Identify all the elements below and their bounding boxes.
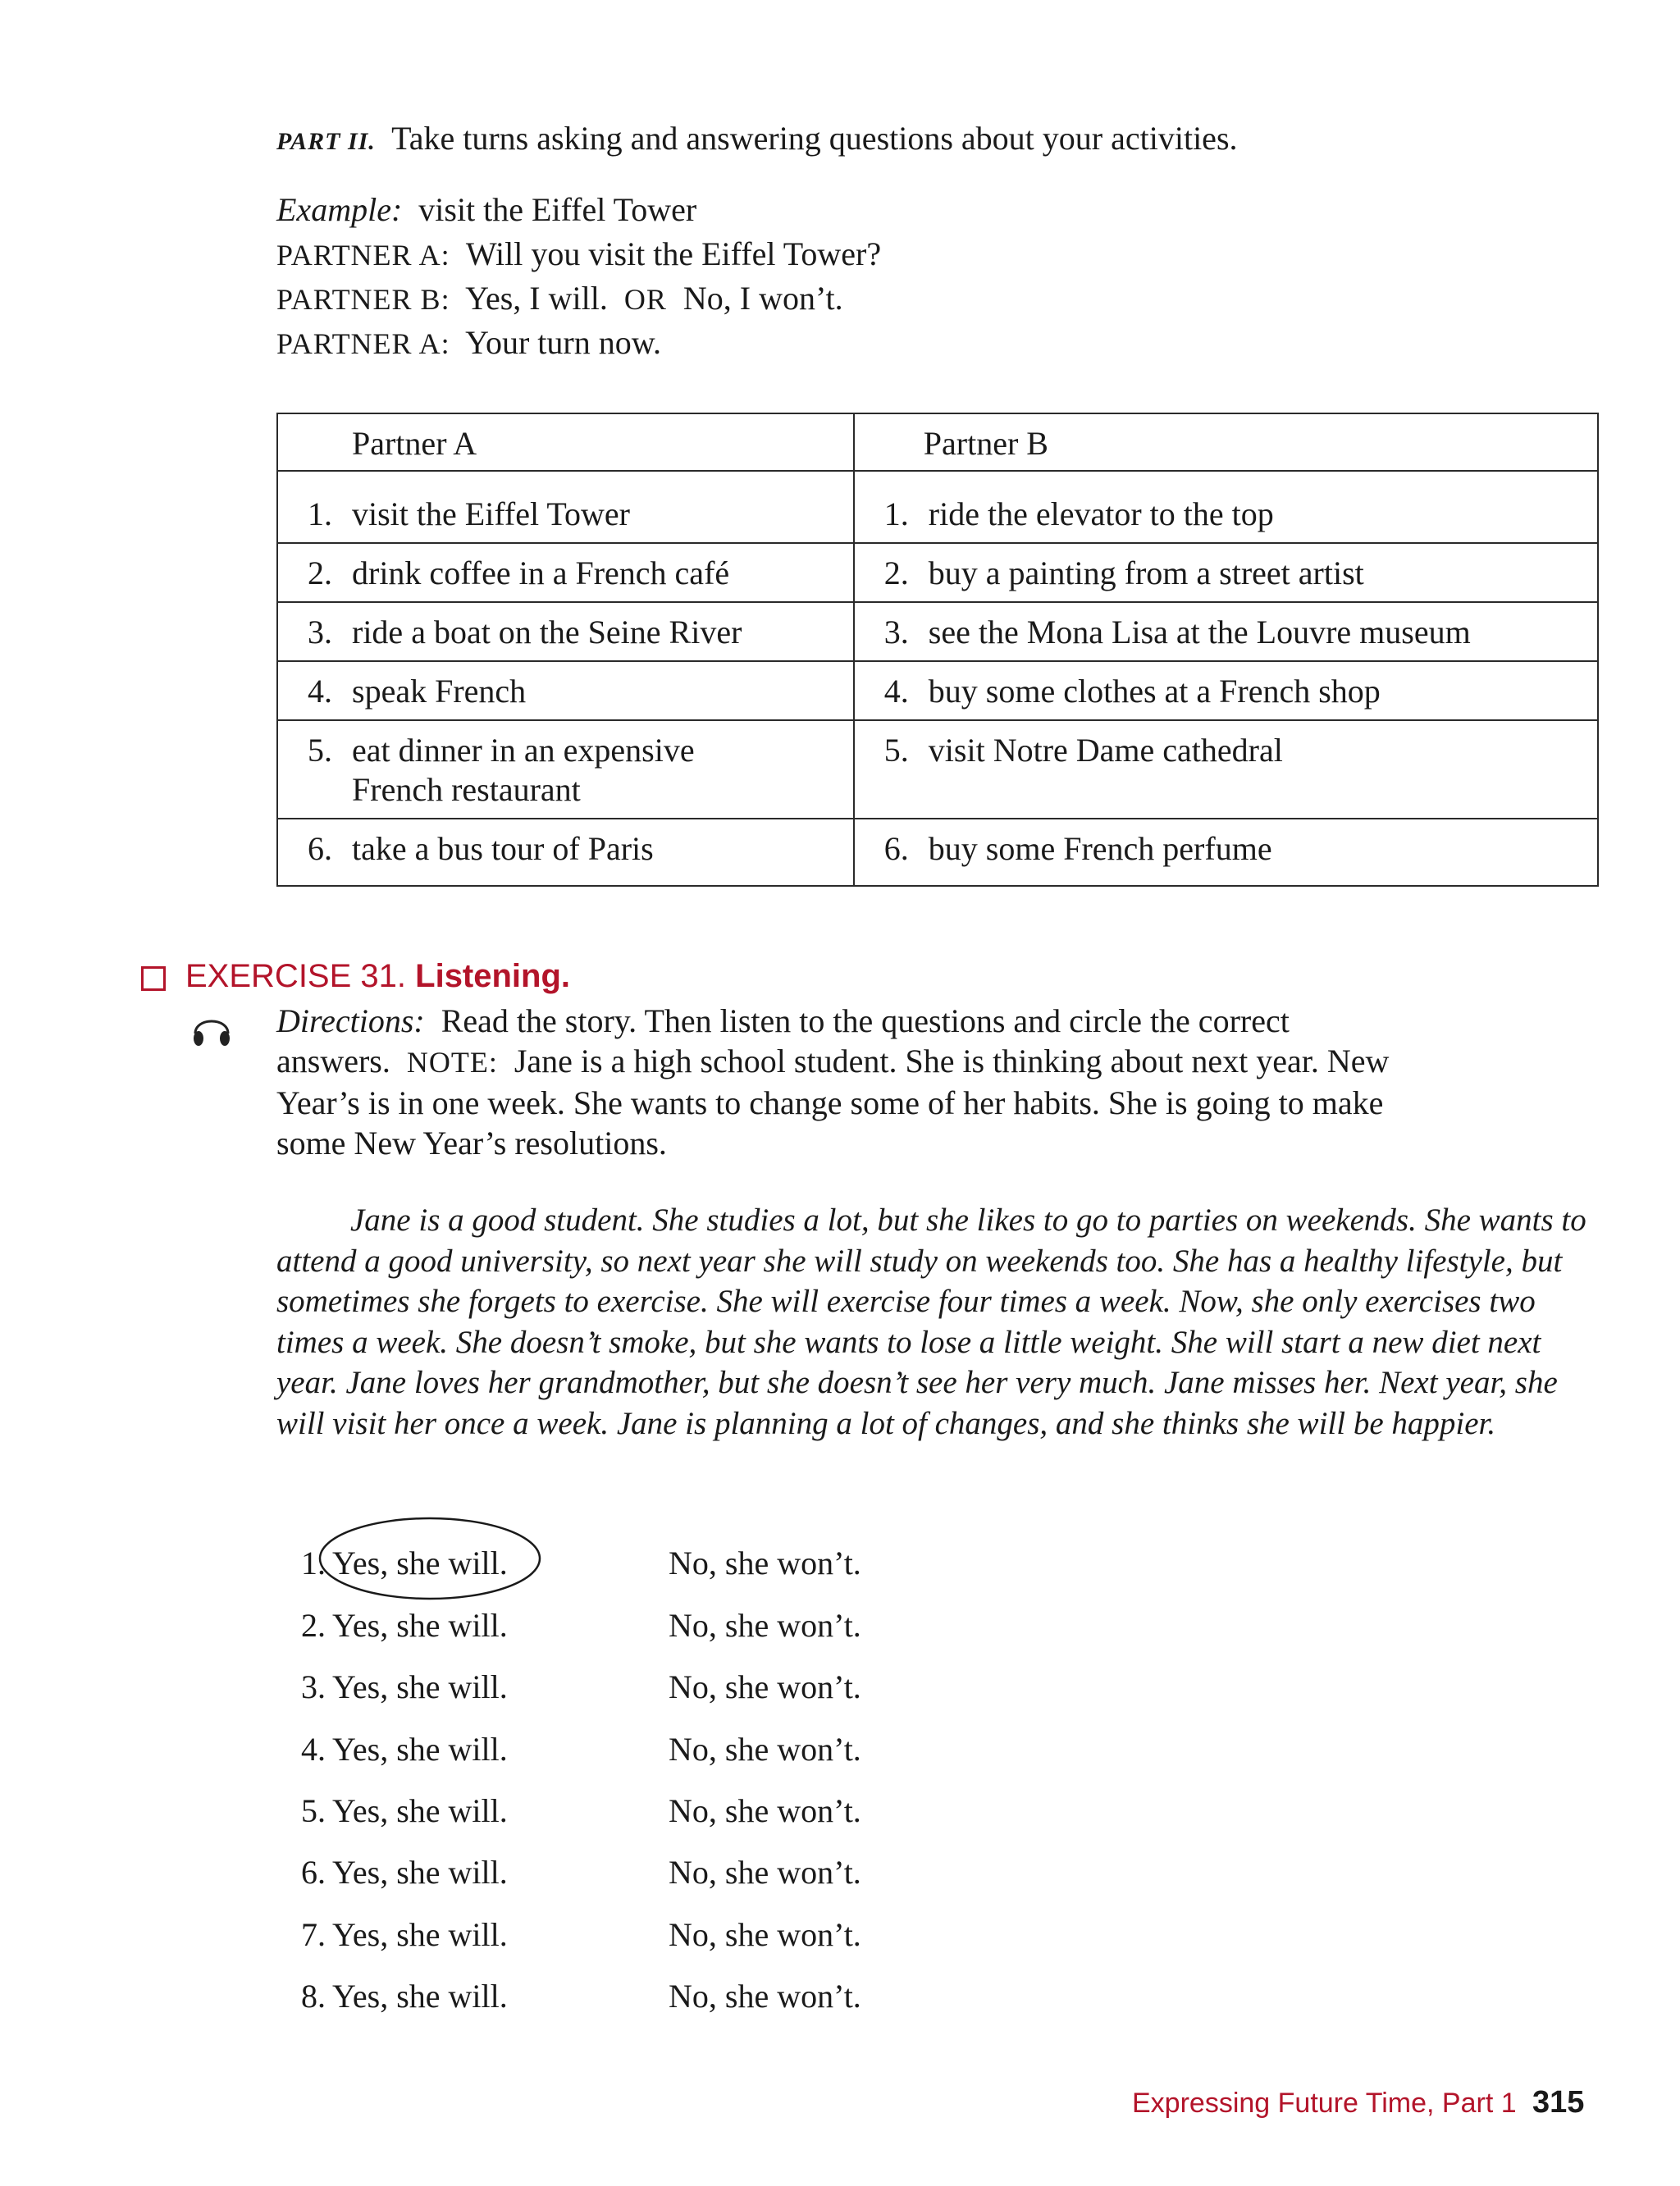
- dialogue-line-1: [276, 235, 881, 275]
- table-row: [277, 471, 1598, 543]
- dialogue-speaker: PARTNER A:: [276, 239, 450, 272]
- partner-b-activity: buy some French perfume: [928, 830, 1272, 867]
- directions-line-3: Year’s is in one week. She wants to change some of her habits. She is going to make: [276, 1084, 1384, 1121]
- answer-no[interactable]: No, she won’t.: [669, 1731, 861, 1768]
- partner-a-activity: visit the Eiffel Tower: [352, 495, 630, 532]
- partner-b-activity: see the Mona Lisa at the Louvre museum: [928, 614, 1471, 650]
- table-row: [277, 602, 1598, 661]
- story-paragraph: [276, 1200, 1589, 1444]
- answer-no[interactable]: No, she won’t.: [669, 1854, 861, 1891]
- answer-yes[interactable]: Yes, she will.: [332, 1731, 508, 1768]
- headphones-icon: [189, 1006, 235, 1052]
- table-row: [277, 543, 1598, 602]
- item-number: 6.: [883, 830, 909, 867]
- directions-line-4: some New Year’s resolutions.: [276, 1125, 667, 1161]
- example-label: Example:: [276, 191, 403, 228]
- answer-yes[interactable]: Yes, she will.: [332, 1978, 508, 2015]
- table-row: [277, 661, 1598, 720]
- table-header-partner-b: Partner B: [854, 413, 1598, 471]
- table-row: [277, 819, 1598, 886]
- dialogue-line-3: [276, 323, 661, 363]
- story-text: Jane is a good student. She studies a lot, but she likes to go to parties on weekends. She wants to attend a good university, so next year she will study on weekends too. She has a healthy lifestyle, but sometimes she forgets to exercise. She will exercise four times a week. Now, she only exercises two times a week. She doesn’t smoke, but she wants to lose a little weight. She will start a new diet next year. Jane loves her grandmother, but she doesn’t see her very much. Jane misses her. Next year, she will visit her once a week. Jane is planning a lot of changes, and she thinks she will be happier.: [276, 1203, 1586, 1441]
- table-row: [277, 720, 1598, 819]
- partner-a-activity: speak French: [352, 673, 527, 710]
- item-number: 3.: [883, 614, 909, 650]
- exercise-heading: [185, 956, 570, 996]
- note-label: NOTE:: [406, 1046, 498, 1079]
- answer-no[interactable]: No, she won’t.: [669, 1792, 861, 1829]
- partner-b-activity: visit Notre Dame cathedral: [928, 732, 1283, 769]
- answer-number: 2.: [301, 1607, 326, 1644]
- part-instruction: [276, 119, 1238, 162]
- answer-number: 8.: [301, 1978, 326, 2015]
- page-number: 315: [1532, 2085, 1585, 2120]
- item-number: 5.: [308, 732, 332, 769]
- dialogue-line-2: [276, 279, 843, 319]
- answer-yes[interactable]: Yes, she will.: [332, 1607, 508, 1644]
- item-number: 4.: [308, 673, 332, 710]
- answer-no[interactable]: No, she won’t.: [669, 1607, 861, 1644]
- dialogue-speaker: PARTNER B:: [276, 283, 450, 316]
- part-label: PART II.: [276, 128, 376, 155]
- exercise-number: EXERCISE 31.: [185, 958, 407, 994]
- partner-table: [276, 413, 1599, 887]
- partner-a-activity: ride a boat on the Seine River: [352, 614, 742, 650]
- partner-a-activity: take a bus tour of Paris: [352, 830, 654, 867]
- dialogue-text: Your turn now.: [465, 324, 662, 361]
- answer-no[interactable]: No, she won’t.: [669, 1916, 861, 1953]
- item-number: 6.: [308, 830, 332, 867]
- item-number: 5.: [883, 732, 909, 769]
- answer-yes[interactable]: Yes, she will.: [332, 1792, 508, 1829]
- dialogue-text-yes: Yes, I will.: [465, 280, 608, 317]
- directions-line-2b: Jane is a high school student. She is thinking about next year. New: [514, 1043, 1390, 1079]
- answer-number: 5.: [301, 1792, 326, 1829]
- partner-b-activity: ride the elevator to the top: [928, 495, 1274, 532]
- answer-no[interactable]: No, she won’t.: [669, 1978, 861, 2015]
- answer-no[interactable]: No, she won’t.: [669, 1668, 861, 1705]
- answer-yes[interactable]: Yes, she will.: [332, 1916, 508, 1953]
- table-header-partner-a: Partner A: [277, 413, 854, 471]
- directions-line-1: Read the story. Then listen to the questions and circle the correct: [441, 1002, 1290, 1039]
- item-number: 4.: [883, 673, 909, 710]
- answer-number: 4.: [301, 1731, 326, 1768]
- answer-yes[interactable]: Yes, she will.: [332, 1668, 508, 1705]
- partner-a-activity: drink coffee in a French café: [352, 554, 730, 591]
- answer-circle: [315, 1513, 545, 1604]
- answer-number: 7.: [301, 1916, 326, 1953]
- dialogue-text-no: No, I won’t.: [682, 280, 843, 317]
- item-number: 2.: [883, 554, 909, 591]
- dialogue-speaker: PARTNER A:: [276, 327, 450, 360]
- item-number: 1.: [308, 495, 332, 532]
- answer-yes[interactable]: Yes, she will.: [332, 1545, 508, 1581]
- partner-b-activity: buy some clothes at a French shop: [928, 673, 1381, 710]
- exercise-checkbox: [141, 966, 166, 991]
- item-number: 1.: [883, 495, 909, 532]
- dialogue-or: OR: [623, 283, 667, 316]
- answer-number: 1.: [301, 1545, 326, 1581]
- dialogue-text: Will you visit the Eiffel Tower?: [465, 235, 882, 272]
- item-number: 2.: [308, 554, 332, 591]
- directions: [276, 1001, 1605, 1163]
- directions-line-2a: answers.: [276, 1043, 390, 1079]
- table-header-row: [277, 413, 1598, 471]
- example-text: visit the Eiffel Tower: [418, 191, 697, 228]
- partner-a-activity: eat dinner in an expensive French restaurant: [352, 732, 695, 808]
- directions-label: Directions:: [276, 1002, 425, 1039]
- partner-b-activity: buy a painting from a street artist: [928, 554, 1364, 591]
- answer-number: 3.: [301, 1668, 326, 1705]
- example-line: [276, 190, 696, 230]
- item-number: 3.: [308, 614, 332, 650]
- answer-number: 6.: [301, 1854, 326, 1891]
- part-instruction-text: Take turns asking and answering questions about your activities.: [391, 120, 1238, 157]
- answer-no[interactable]: No, she won’t.: [669, 1545, 861, 1581]
- chapter-title: Expressing Future Time, Part 1: [1132, 2088, 1517, 2119]
- answer-yes[interactable]: Yes, she will.: [332, 1854, 508, 1891]
- exercise-title: Listening.: [415, 958, 571, 994]
